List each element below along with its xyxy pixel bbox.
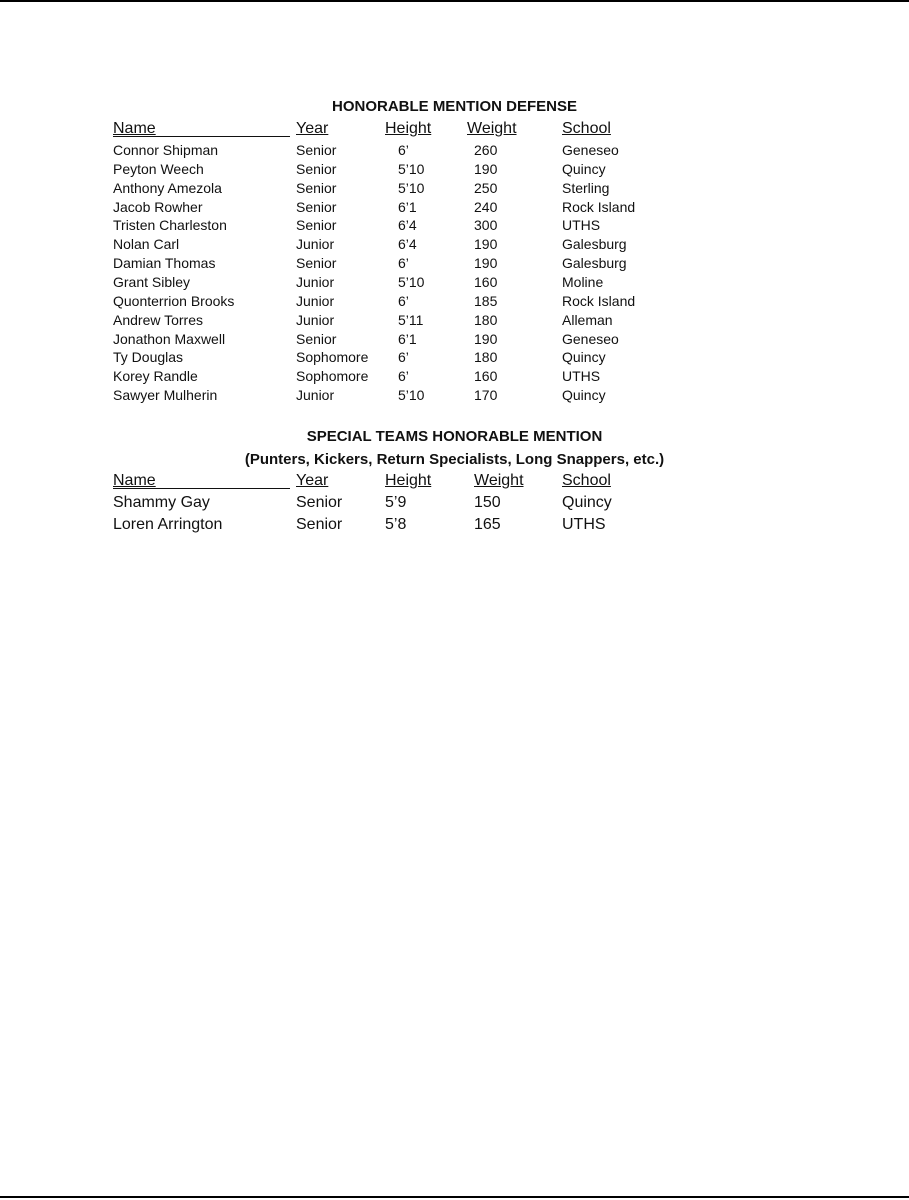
cell-name: Grant Sibley — [113, 273, 191, 290]
cell-name: Anthony Amezola — [113, 179, 222, 196]
column-header-weight: Weight — [467, 120, 517, 137]
cell-height: 6’ — [398, 349, 409, 366]
column-header-name: Name — [113, 120, 156, 137]
cell-name: Peyton Weech — [113, 160, 204, 177]
cell-weight: 300 — [474, 217, 498, 234]
cell-name: Quonterrion Brooks — [113, 292, 235, 309]
cell-school: UTHS — [562, 217, 601, 234]
cell-weight: 190 — [474, 236, 498, 253]
cell-height: 5’11 — [398, 311, 424, 328]
cell-height: 6’4 — [398, 217, 417, 234]
cell-height: 6’1 — [398, 330, 417, 347]
column-header-weight: Weight — [474, 472, 524, 489]
page-bottom-border — [0, 1196, 909, 1198]
cell-school: Rock Island — [562, 292, 636, 309]
cell-weight: 180 — [474, 311, 498, 328]
cell-school: Quincy — [562, 387, 606, 404]
cell-year: Junior — [296, 292, 335, 309]
defense-title: HONORABLE MENTION DEFENSE — [331, 98, 577, 115]
cell-year: Sophomore — [296, 368, 369, 385]
cell-school: Geneseo — [562, 330, 619, 347]
cell-year: Senior — [296, 160, 337, 177]
cell-year: Junior — [296, 387, 335, 404]
cell-name: Tristen Charleston — [113, 217, 227, 234]
cell-school: Quincy — [562, 160, 606, 177]
cell-year: Junior — [296, 273, 335, 290]
cell-school: Quincy — [562, 349, 606, 366]
cell-height: 5’10 — [398, 160, 425, 177]
cell-weight: 180 — [474, 349, 498, 366]
cell-year: Senior — [296, 494, 343, 511]
cell-weight: 190 — [474, 160, 498, 177]
cell-height: 5’10 — [398, 179, 425, 196]
cell-name: Damian Thomas — [113, 255, 216, 272]
cell-height: 5’10 — [398, 387, 425, 404]
cell-height: 6’ — [398, 255, 409, 272]
cell-weight: 190 — [474, 255, 498, 272]
cell-year: Senior — [296, 255, 337, 272]
cell-school: Geneseo — [562, 142, 619, 158]
cell-weight: 165 — [474, 516, 501, 533]
cell-name: Ty Douglas — [113, 349, 184, 366]
cell-name: Sawyer Mulherin — [113, 387, 218, 404]
cell-height: 5’8 — [385, 516, 407, 533]
cell-height: 6’ — [398, 368, 409, 385]
cell-school: Sterling — [562, 179, 610, 196]
cell-school: Galesburg — [562, 255, 627, 272]
cell-height: 6’ — [398, 142, 409, 158]
cell-weight: 160 — [474, 368, 498, 385]
cell-school: Moline — [562, 273, 604, 290]
cell-school: Galesburg — [562, 236, 627, 253]
column-header-height: Height — [385, 120, 432, 137]
cell-year: Junior — [296, 236, 335, 253]
cell-school: UTHS — [562, 516, 606, 533]
cell-year: Senior — [296, 142, 337, 158]
cell-school: Rock Island — [562, 198, 636, 215]
cell-year: Junior — [296, 311, 335, 328]
cell-name: Korey Randle — [113, 368, 198, 385]
cell-year: Sophomore — [296, 349, 369, 366]
column-header-school: School — [562, 472, 611, 489]
cell-year: Senior — [296, 179, 337, 196]
cell-weight: 170 — [474, 387, 498, 404]
cell-weight: 260 — [474, 142, 498, 158]
column-header-year: Year — [296, 472, 329, 489]
cell-year: Senior — [296, 217, 337, 234]
cell-year: Senior — [296, 330, 337, 347]
cell-weight: 160 — [474, 273, 498, 290]
cell-weight: 150 — [474, 494, 501, 511]
cell-year: Senior — [296, 516, 343, 533]
cell-weight: 190 — [474, 330, 498, 347]
cell-name: Jonathon Maxwell — [113, 330, 226, 347]
special-teams-title: SPECIAL TEAMS HONORABLE MENTION — [306, 428, 603, 445]
cell-height: 5’10 — [398, 273, 425, 290]
cell-height: 5’9 — [385, 494, 407, 511]
column-header-name: Name — [113, 472, 156, 489]
cell-school: Alleman — [562, 311, 613, 328]
cell-year: Senior — [296, 198, 337, 215]
cell-school: Quincy — [562, 494, 612, 511]
cell-name: Jacob Rowher — [113, 198, 203, 215]
column-header-year: Year — [296, 120, 329, 137]
cell-weight: 250 — [474, 179, 498, 196]
cell-height: 6’1 — [398, 198, 417, 215]
cell-name: Nolan Carl — [113, 236, 180, 253]
column-header-school: School — [562, 120, 611, 137]
cell-name: Loren Arrington — [113, 516, 223, 533]
column-header-height: Height — [385, 472, 432, 489]
cell-height: 6’ — [398, 292, 409, 309]
cell-name: Connor Shipman — [113, 142, 219, 158]
cell-height: 6’4 — [398, 236, 417, 253]
cell-weight: 240 — [474, 198, 498, 215]
cell-name: Andrew Torres — [113, 311, 204, 328]
special-teams-subtitle: (Punters, Kickers, Return Specialists, Long Snappers, etc.) — [244, 451, 665, 468]
cell-school: UTHS — [562, 368, 601, 385]
cell-name: Shammy Gay — [113, 494, 210, 511]
page-top-border — [0, 0, 909, 2]
cell-weight: 185 — [474, 292, 498, 309]
